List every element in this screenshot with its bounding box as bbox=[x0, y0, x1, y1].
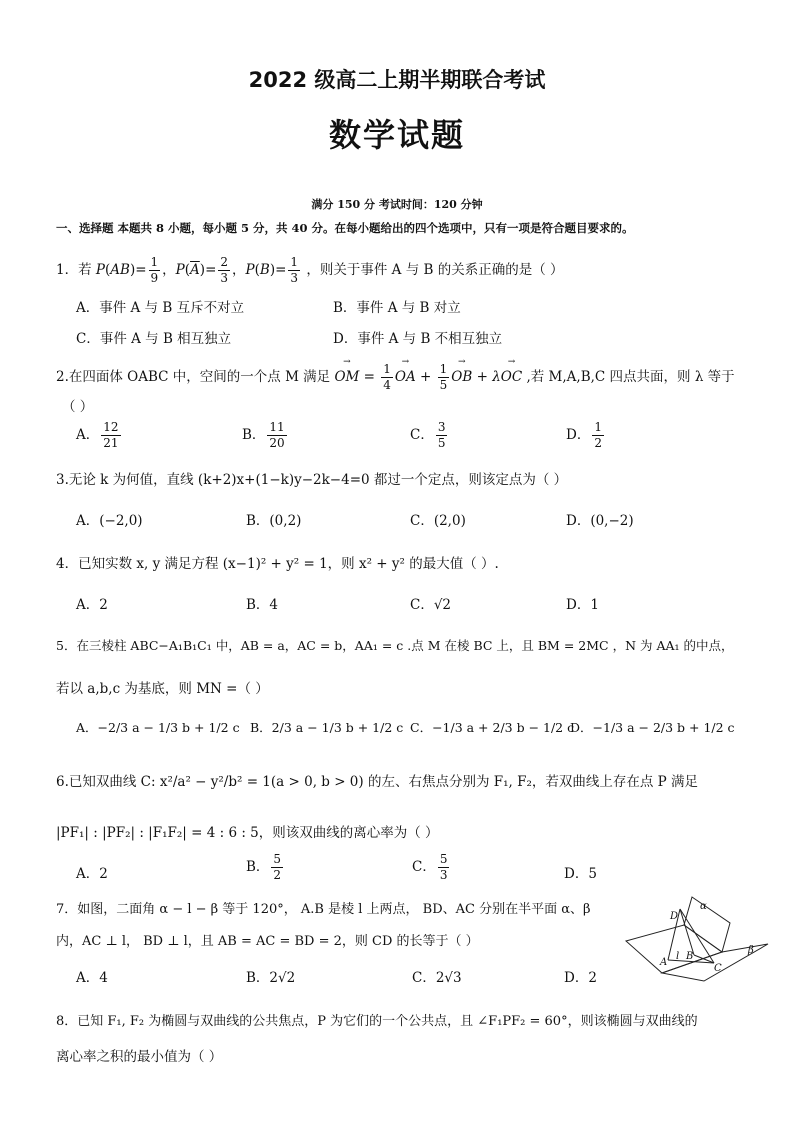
q2-head: 2.在四面体 OABC 中，空间的一个点 M 满足 bbox=[56, 369, 331, 385]
q7-option-b: B．2√2 bbox=[246, 970, 296, 986]
question-5-line1: 5．在三棱柱 ABC−A₁B₁C₁ 中，AB = a，AC = b，AA₁ = c .点 M 在棱 BC 上，且 BM = 2MC ，N 为 AA₁ 的中点， bbox=[56, 638, 734, 653]
question-7-line2: 内，AC ⊥ l， BD ⊥ l，且 AB = AC = BD = 2，则 CD 的长等于（ ） bbox=[56, 934, 479, 949]
label-beta: β bbox=[748, 945, 754, 956]
exam-title: 2022 级高二上期半期联合考试 bbox=[248, 68, 546, 92]
q1-option-c: C．事件 A 与 B 相互独立 bbox=[76, 331, 232, 347]
label-a: A bbox=[660, 957, 668, 968]
q4-option-d: D．1 bbox=[566, 597, 599, 613]
question-1 bbox=[56, 255, 564, 286]
q6-option-c: C． $\frac{5}{3}$ bbox=[412, 852, 448, 882]
q1-tail: ，则关于事件 A 与 B 的关系正确的是（ ） bbox=[306, 262, 564, 278]
question-2 bbox=[56, 362, 735, 393]
question-6-line1: 6.已知双曲线 C: x²/a² − y²/b² = 1(a > 0, b > 0) 的左、右焦点分别为 F₁, F₂，若双曲线上存在点 P 满足 bbox=[56, 774, 699, 790]
question-8-line1: 8．已知 F₁, F₂ 为椭圆与双曲线的公共焦点，P 为它们的一个公共点，且 ∠F₁PF₂ = 60°，则该椭圆与双曲线的 bbox=[56, 1014, 698, 1029]
q7-option-d: D．2 bbox=[564, 970, 597, 986]
q1-option-b: B．事件 A 与 B 对立 bbox=[333, 300, 461, 316]
q4-option-a: A．2 bbox=[76, 597, 108, 613]
question-7-line1: 7．如图，二面角 α − l − β 等于 120°， A.B 是棱 l 上两点， BD、AC 分别在半平面 α、β bbox=[56, 902, 591, 917]
q7-option-c: C．2√3 bbox=[412, 970, 462, 986]
label-c: C bbox=[714, 963, 722, 974]
q5-option-b: B．2/3 a − 1/3 b + 1/2 c bbox=[250, 720, 404, 735]
question-4: 4．已知实数 x, y 满足方程 (x−1)² + y² = 1，则 x² + y² 的最大值（ ）. bbox=[56, 556, 499, 572]
label-d: D bbox=[670, 911, 679, 922]
q3-option-c: C．(2,0) bbox=[410, 513, 466, 529]
label-b: B bbox=[686, 951, 694, 962]
q2-option-c: C． $\frac{3}{5}$ bbox=[410, 420, 446, 450]
q2-option-d: D． $\frac{1}{2}$ bbox=[566, 420, 602, 450]
q5-option-a: A．−2/3 a − 1/3 b + 1/2 c bbox=[76, 720, 240, 735]
q7-option-a: A．4 bbox=[76, 970, 108, 986]
plane-alpha-lower bbox=[626, 925, 722, 973]
q1-option-a: A．事件 A 与 B 互斥不对立 bbox=[76, 300, 245, 316]
question-3: 3.无论 k 为何值，直线 (k+2)x+(1−k)y−2k−4=0 都过一个定点，则该定点为（ ） bbox=[56, 472, 568, 488]
question-5-line2: 若以 a,b,c 为基底，则 MN =（ ） bbox=[56, 681, 269, 697]
question-8-line2: 离心率之积的最小值为（ ） bbox=[56, 1049, 223, 1065]
subject-title: 数学试题 bbox=[328, 116, 465, 154]
q5-option-d: D．−1/3 a − 2/3 b + 1/2 c bbox=[570, 720, 735, 735]
label-l: l bbox=[676, 951, 680, 962]
q1-option-d: D．事件 A 与 B 不相互独立 bbox=[333, 331, 503, 347]
q2-option-b: B． $\frac{11}{20}$ bbox=[242, 420, 285, 450]
question-6-line2: |PF₁| : |PF₂| : |F₁F₂| = 4 : 6 : 5，则该双曲线的离心率为（ ） bbox=[56, 825, 439, 841]
q1-formula: P(AB)= $\frac{1}{9}$ ，$P(\overline{A})=$ $\frac{2}{3}$ ，P(B)= $\frac{1}{3}$ bbox=[95, 255, 299, 285]
q4-option-c: C．√2 bbox=[410, 597, 452, 613]
label-alpha: α bbox=[700, 901, 707, 912]
section-heading: 一、选择题 本题共 8 小题，每小题 5 分，共 40 分。在每小题给出的四个选项中，只有一项是符合题目要求的。 bbox=[56, 221, 634, 235]
q2-tail: ,若 M,A,B,C 四点共面，则 λ 等于 bbox=[526, 369, 735, 385]
q4-option-b: B．4 bbox=[246, 597, 279, 613]
q6-option-d: D．5 bbox=[564, 866, 597, 882]
q2-paren: （ ） bbox=[62, 399, 94, 415]
exam-info: 满分 150 分 考试时间：120 分钟 bbox=[311, 198, 483, 211]
q2-option-a: A． $\frac{12}{21}$ bbox=[76, 420, 119, 450]
q2-formula: → OM = $\frac{1}{4}$ → OA + $\frac{1}{5}$ → OB + λ→ OC bbox=[334, 369, 522, 385]
q6-option-a: A．2 bbox=[76, 866, 108, 882]
q5-option-c: C．−1/3 a + 2/3 b − 1/2 c bbox=[410, 720, 575, 735]
q3-option-b: B．(0,2) bbox=[246, 513, 302, 529]
dihedral-angle-figure bbox=[622, 895, 772, 990]
q3-option-a: A．(−2,0) bbox=[76, 513, 143, 529]
q6-option-b: B． $\frac{5}{2}$ bbox=[246, 852, 282, 882]
q3-option-d: D．(0,−2) bbox=[566, 513, 634, 529]
q1-number: 1．若 bbox=[56, 262, 92, 278]
